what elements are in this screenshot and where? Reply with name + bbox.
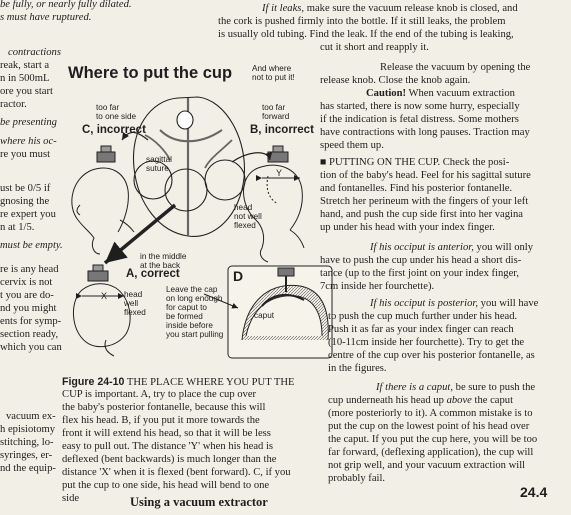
label-line: head: [124, 290, 143, 299]
caption-line: flex his head. B, if you put it more towards the: [62, 415, 260, 426]
caption-line: put the cup to one side, his head will bend to one: [62, 480, 270, 491]
left-line: contractions: [8, 47, 61, 58]
left-line: ust be 0/5 if: [0, 183, 51, 194]
leak-line: If it leaks, make sure the vacuum release knob is closed, and: [262, 3, 518, 14]
putting-line: and fontanelles. Find his posterior fontanelle.: [320, 183, 513, 194]
left-line: section ready,: [0, 329, 59, 340]
c-incorrect-label: C, incorrect: [82, 124, 146, 136]
sagittal-suture-label: [146, 155, 172, 173]
figure-a-head: [73, 265, 130, 356]
left-line: cervix is not: [0, 277, 53, 288]
posterior-line: (10-11cm inside her fourchette). Try to get the: [328, 337, 525, 348]
left-line: re is any head: [0, 264, 59, 275]
putting-line: up under his head with your index finger.: [320, 222, 495, 233]
subtitle-line: not to put it!: [252, 73, 295, 82]
caption-line: [62, 376, 295, 389]
left-line: gnosing the: [0, 196, 50, 207]
left-line: ractor.: [0, 99, 27, 110]
figure-c-head: [72, 146, 134, 254]
leave-cap-line: for caput to: [166, 303, 207, 312]
left-line: syringes, er-: [0, 450, 53, 461]
caput-line: cup underneath his head up above the caput: [328, 395, 514, 406]
left-line: be presenting: [0, 117, 57, 128]
posterior-line: in the figures.: [328, 363, 387, 374]
left-line: be fully, or nearly fully dilated.: [0, 0, 132, 10]
caption-line: easy to pull out. The distance 'Y' when his head is: [62, 441, 274, 452]
leave-cap-line: you start pulling: [166, 330, 224, 339]
figure-d-panel: [228, 266, 332, 358]
left-line: vacuum ex-: [6, 411, 56, 422]
leave-cap-note: [166, 285, 223, 339]
left-line: n at 1/5.: [0, 222, 35, 233]
anterior-line: 7cm inside her fourchette).: [320, 281, 435, 292]
release-line: release knob. Close the knob again.: [320, 75, 471, 86]
caution-line: speed them up.: [320, 140, 384, 151]
b-note-line: too far: [262, 103, 286, 112]
leave-cap-line: inside before: [166, 321, 213, 330]
caption-line: the baby's posterior fontanelle, because this will: [62, 402, 266, 413]
left-line: h episiotomy: [0, 424, 56, 435]
left-line: must be empty.: [0, 240, 63, 251]
caput-label: caput: [254, 311, 275, 320]
left-line: where his oc-: [0, 136, 57, 147]
left-line: ore you start: [0, 86, 53, 97]
left-line: which you can: [0, 342, 62, 353]
c-note-line: to one side: [96, 112, 137, 121]
c-note-line: too far: [96, 103, 120, 112]
leave-cap-line: Leave the cap: [166, 285, 218, 294]
page-number: 24.4: [520, 484, 548, 500]
label-line: flexed: [234, 221, 256, 230]
left-line: re you must: [0, 149, 51, 160]
x-distance-label: X: [101, 291, 108, 301]
leave-cap-line: be formed: [166, 312, 203, 321]
y-distance-label: Y: [276, 168, 283, 178]
left-line: reak, start a: [0, 60, 50, 71]
footer-title: Using a vacuum extractor: [130, 495, 268, 509]
left-line: ents for symp-: [0, 316, 62, 327]
leak-line: the cork is pushed firmly into the bottle. If it still leaks, the problem: [218, 16, 506, 27]
d-panel-label: D: [233, 268, 244, 284]
left-line: nd you might: [0, 303, 57, 314]
anterior-line: If his occiput is anterior, you will only: [370, 242, 534, 253]
leak-line: is usually old tubing. Find the leak. If the end of the tubing is leaking,: [218, 29, 514, 40]
release-line: Release the vacuum by opening the: [380, 62, 531, 73]
caution-line: if the indication is fetal distress. Some mothers: [320, 114, 519, 125]
posterior-line: Push it as far as your index finger can reach: [328, 324, 514, 335]
left-line: stitching, lo-: [0, 437, 54, 448]
left-line: n in 500mL: [0, 73, 50, 84]
caput-line: put the cup on the lowest point of his head over: [328, 421, 530, 432]
figure-title: Where to put the cup: [68, 64, 233, 82]
arrow-to-b: [232, 153, 270, 162]
putting-line: ■ PUTTING ON THE CUP. Check the posi-: [320, 157, 510, 168]
posterior-line: If his occiput is posterior, you will have: [370, 298, 539, 309]
b-note-line: forward: [262, 112, 290, 121]
posterior-line: to push the cup much further under his head.: [328, 311, 518, 322]
caution-line: has started, there is now some hurry, especially: [320, 101, 520, 112]
suture-line: sagittal: [146, 155, 172, 164]
middle-note-line: in the middle: [140, 252, 187, 261]
left-line: s must have ruptured.: [0, 12, 92, 23]
leave-cap-line: on long enough: [166, 294, 223, 303]
caption-line: CUP is important. A, try to place the cup over: [62, 389, 257, 400]
label-line: flexed: [124, 308, 146, 317]
caption-line: front it will extend his head, so that it will be less: [62, 428, 271, 439]
anterior-line: have to push the cup under his head a short dis-: [320, 255, 522, 266]
caput-line: the caput. If you put the cup here, you will be too: [328, 434, 538, 445]
caution-line: Caution! When vacuum extraction: [366, 88, 515, 99]
caption-text: THE PLACE WHERE YOU PUT THE: [126, 377, 295, 388]
suture-line: suture: [146, 164, 169, 173]
caution-line: have contractions with long pauses. Traction may: [320, 127, 530, 138]
left-line: t you are do-: [0, 290, 54, 301]
b-note: [262, 103, 289, 121]
subtitle-line: And where: [252, 64, 292, 73]
label-line: well: [124, 299, 139, 308]
label-line: head: [234, 203, 253, 212]
putting-line: tion of the baby's head. Feel for his sagittal suture: [320, 170, 531, 181]
caput-line: not grip well, and your vacuum extraction will: [328, 460, 526, 471]
middle-note-line: at the back: [140, 261, 181, 270]
caput-line: (more posteriorly to it). A common mistake is to: [328, 408, 533, 419]
posterior-line: centre of the cup over his posterior fontanelle, as: [328, 350, 535, 361]
caption-line: deflexed (bent backwards) is much longer than the: [62, 454, 277, 465]
caput-line: far forward, (deflexing application), the cup will: [328, 447, 534, 458]
left-line: nd the equip-: [0, 463, 56, 474]
leak-line: cut it short and reapply it.: [320, 42, 429, 53]
caput-line: probably fail.: [328, 473, 386, 484]
caption-line: distance 'X' when it is flexed (bent forward). C, if you: [62, 467, 291, 478]
label-line: not well: [234, 212, 262, 221]
caption-label: Figure 24-10: [62, 376, 125, 388]
b-incorrect-label: B, incorrect: [250, 124, 314, 136]
caput-line: If there is a caput, be sure to push the: [376, 382, 536, 393]
c-note: [96, 103, 136, 121]
a-correct-label: A, correct: [126, 268, 180, 280]
caption-line: side: [62, 493, 80, 504]
left-line: re expert you: [0, 209, 56, 220]
putting-line: hand, and push the cup side first into her vagina: [320, 209, 523, 220]
anterior-line: tance (up to the first joint on your index finger,: [320, 268, 520, 279]
head-flexed-label: [124, 290, 146, 317]
head-not-flexed-label: [234, 203, 262, 230]
putting-line: Stretch her perineum with the fingers of your left: [320, 196, 529, 207]
